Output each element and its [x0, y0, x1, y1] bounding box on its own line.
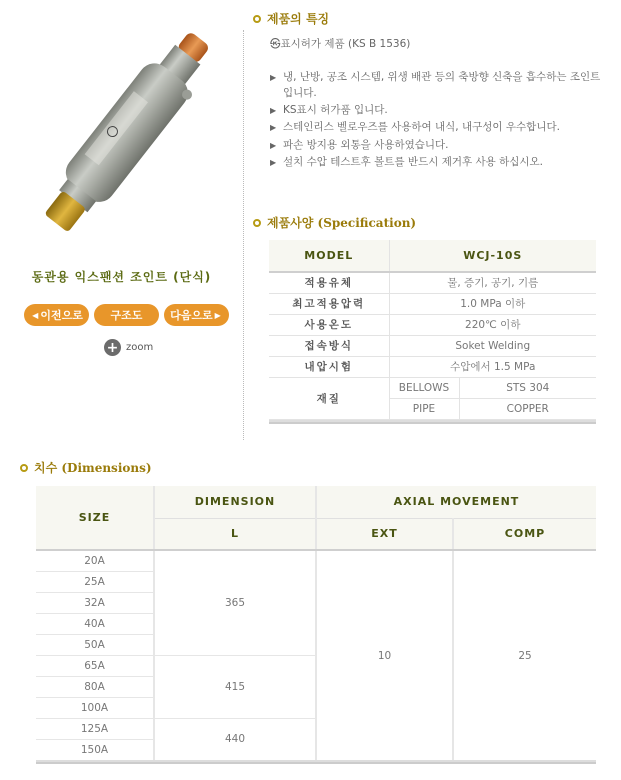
l-cell: 415: [154, 655, 316, 718]
ext-header: EXT: [316, 518, 453, 550]
spec-label: 적용유체: [269, 272, 389, 293]
material-part: BELLOWS: [389, 377, 459, 398]
material-part: PIPE: [389, 398, 459, 419]
spec-label: 접속방식: [269, 335, 389, 356]
feature-text: 파손 방지용 외통을 사용하였습니다.: [283, 138, 449, 151]
structure-button[interactable]: [94, 304, 159, 326]
arrow-right-icon: ▶: [270, 123, 277, 132]
ks-certification: ㉿표시허가 제품 (KS B 1536): [270, 38, 411, 50]
feature-item: [270, 102, 610, 120]
ext-cell: 10: [316, 550, 453, 760]
vertical-divider: [243, 30, 244, 440]
size-cell: 100A: [36, 697, 154, 718]
arrow-right-icon: ▶: [270, 105, 277, 115]
feature-item: [270, 69, 610, 102]
spec-value: 220℃ 이하: [389, 314, 596, 335]
arrow-right-icon: ▶: [270, 158, 277, 167]
feature-text: 냉, 난방, 공조 시스템, 위생 배관 등의 축방향 신축을 흡수하는 조인트 입니다.: [283, 70, 601, 99]
feature-item: [270, 119, 610, 137]
size-cell: 20A: [36, 550, 154, 571]
size-cell: 65A: [36, 655, 154, 676]
structure-label: 구조도: [110, 309, 143, 322]
bullet-ring-icon: [20, 464, 28, 472]
size-cell: 125A: [36, 718, 154, 739]
size-cell: 32A: [36, 592, 154, 613]
dims-bottom-rule: [36, 760, 596, 764]
spec-row: [269, 335, 596, 356]
spec-row: [269, 272, 596, 293]
features-title: [253, 10, 329, 27]
comp-cell: 25: [518, 649, 532, 662]
spec-header-row: [269, 240, 596, 272]
features-list: [270, 36, 610, 172]
spec-title: [253, 214, 416, 231]
dims-header-row: [36, 486, 596, 518]
model-value: WCJ-10S: [389, 240, 596, 272]
size-cell: 80A: [36, 676, 154, 697]
product-panel: [0, 0, 243, 440]
l-header: L: [154, 518, 316, 550]
spec-row: [269, 293, 596, 314]
plus-icon: +: [104, 339, 121, 356]
spec-title-text: 제품사양 (Specification): [267, 216, 417, 230]
spec-table: [269, 240, 596, 420]
spec-label: 사용온도: [269, 314, 389, 335]
spec-row: [269, 314, 596, 335]
spec-value: 수압에서 1.5 MPa: [389, 356, 596, 377]
feature-text: KS표시 허가품 입니다.: [283, 103, 388, 116]
material-value: STS 304: [459, 377, 596, 398]
axial-movement-header: AXIAL MOVEMENT: [316, 486, 596, 518]
spec-row-material: [269, 377, 596, 398]
size-cell: 25A: [36, 571, 154, 592]
material-label: 재질: [269, 377, 389, 419]
features-title-text: 제품의 특징: [267, 12, 330, 26]
product-image: [20, 20, 230, 250]
feature-text: 설치 수압 테스트후 볼트를 반드시 제거후 사용 하십시오.: [283, 156, 543, 168]
dimension-header: DIMENSION: [154, 486, 316, 518]
l-cell: 440: [154, 718, 316, 760]
material-value: COPPER: [459, 398, 596, 419]
size-cell: 40A: [36, 613, 154, 634]
dims-row: [36, 550, 596, 571]
spec-row: [269, 356, 596, 377]
spec-bottom-rule: [269, 420, 596, 424]
arrow-right-icon: ▶: [270, 72, 277, 82]
triangle-left-icon: ◀: [32, 310, 39, 320]
spec-value: Soket Welding: [389, 335, 596, 356]
prev-button[interactable]: [24, 304, 89, 326]
next-button[interactable]: [164, 304, 229, 326]
feature-item: [270, 137, 610, 155]
l-cell: 365: [154, 550, 316, 655]
triangle-right-icon: ▶: [214, 310, 221, 320]
model-label: MODEL: [269, 240, 389, 272]
size-header: SIZE: [36, 486, 154, 550]
spec-label: 내압시험: [269, 356, 389, 377]
arrow-right-icon: ▶: [270, 140, 277, 150]
size-cell: 150A: [36, 739, 154, 760]
zoom-button[interactable]: [104, 339, 153, 356]
spec-label: 최고적용압력: [269, 293, 389, 314]
next-label: 다음으로: [170, 309, 213, 322]
feature-text: 스테인리스 벨로우즈를 사용하여 내식, 내구성이 우수합니다.: [283, 121, 560, 133]
nav-buttons: [24, 304, 229, 326]
dimensions-title-text: 치수 (Dimensions): [34, 461, 152, 475]
spec-value: 물, 증기, 공기, 기름: [389, 272, 596, 293]
dimensions-table: [36, 486, 596, 760]
feature-item: [270, 154, 610, 172]
dimensions-title: [20, 459, 152, 476]
size-cell: 50A: [36, 634, 154, 655]
zoom-label: zoom: [126, 342, 154, 353]
spec-value: 1.0 MPa 이하: [389, 293, 596, 314]
bullet-ring-icon: [253, 15, 261, 23]
comp-header: COMP: [453, 518, 596, 550]
prev-label: 이전으로: [40, 309, 83, 322]
product-name: 동관용 익스팬션 조인트 (단식): [31, 270, 212, 284]
bullet-ring-icon: [253, 219, 261, 227]
